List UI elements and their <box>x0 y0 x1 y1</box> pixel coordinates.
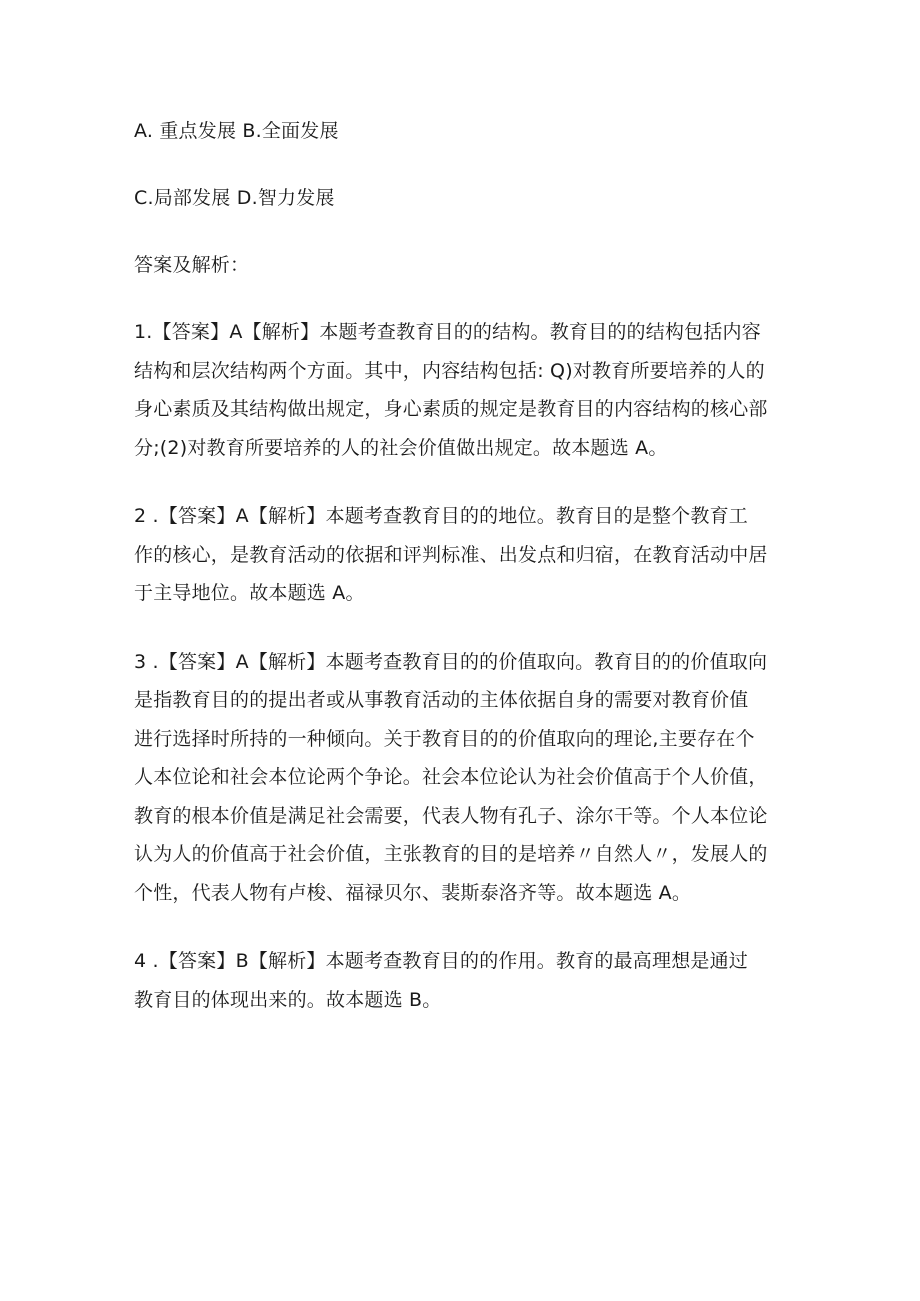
paragraph-line: 3 .【答案】A【解析】本题考查教育目的的价值取向。教育目的的价值取向 <box>134 650 768 673</box>
document-page <box>134 112 806 1049</box>
paragraph-line: 教育目的体现出来的。故本题选 B。 <box>134 988 442 1011</box>
paragraph-line: 进行选择时所持的一种倾向。关于教育目的的价值取向的理论,主要存在个 <box>134 727 755 750</box>
paragraph-line: 身心素质及其结构做出规定，身心素质的规定是教育目的内容结构的核心部 <box>134 398 768 420</box>
paragraph-line: 于主导地位。故本题选 A。 <box>134 582 365 604</box>
paragraph-line: 作的核心，是教育活动的依据和评判标准、出发点和归宿，在教育活动中居 <box>134 543 768 566</box>
option-line-ab: A. 重点发展 B.全面发展 <box>134 120 339 142</box>
paragraph-line: 2 .【答案】A【解析】本题考查教育目的的地位。教育目的是整个教育工 <box>134 505 748 527</box>
paragraph-line: 分;(2)对教育所要培养的人的社会价值做出规定。故本题选 A。 <box>134 436 668 459</box>
answer-paragraph-2 <box>134 497 806 613</box>
paragraph-line: 结构和层次结构两个方面。其中，内容结构包括: Q)对教育所要培养的人的 <box>134 359 765 382</box>
paragraph-line: 认为人的价值高于社会价值，主张教育的目的是培养〃自然人〃，发展人的 <box>134 843 768 865</box>
answer-heading: 答案及解析： <box>134 254 250 276</box>
answer-paragraph-1 <box>134 313 806 467</box>
paragraph-line: 人本位论和社会本位论两个争论。社会本位论认为社会价值高于个人价值， <box>134 766 768 788</box>
paragraph-line: 教育的根本价值是满足社会需要，代表人物有孔子、涂尔干等。个人本位论 <box>134 804 768 827</box>
paragraph-line: 个性，代表人物有卢梭、福禄贝尔、裴斯泰洛齐等。故本题选 A。 <box>134 881 692 904</box>
paragraph-line: 1.【答案】A【解析】本题考查教育目的的结构。教育目的的结构包括内容 <box>134 321 761 343</box>
paragraph-line: 4 .【答案】B【解析】本题考查教育目的的作用。教育的最高理想是通过 <box>134 950 749 972</box>
answer-paragraph-4 <box>134 942 806 1019</box>
answer-paragraph-3 <box>134 643 806 913</box>
option-line-cd: C.局部发展 D.智力发展 <box>134 187 335 209</box>
paragraph-line: 是指教育目的的提出者或从事教育活动的主体依据自身的需要对教育价值 <box>134 689 749 711</box>
